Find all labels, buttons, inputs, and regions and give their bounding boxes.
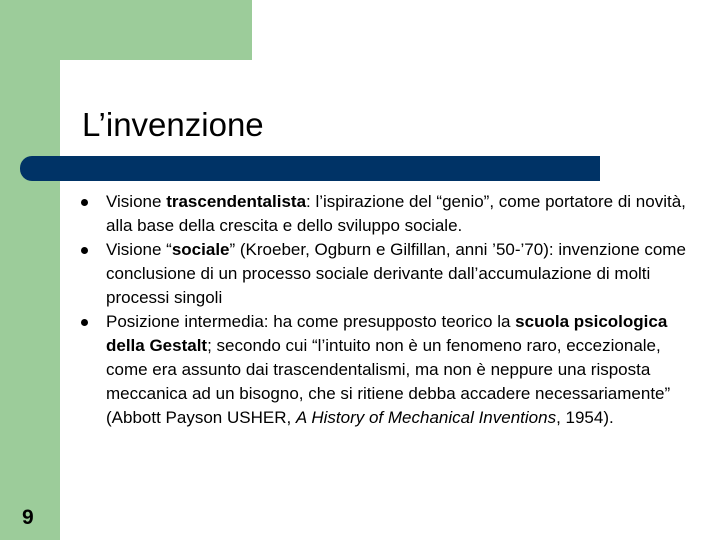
bullet-text: : l’ispirazione del “genio”, come portatore di novità, alla base della crescita e dello sviluppo sociale. [106,192,686,235]
bullet-text: Posizione intermedia: ha come presupposto teorico la [106,312,516,331]
slide-title: L’invenzione [82,106,264,143]
bullet-item-intermediate [77,310,689,430]
bullet-text: Visione [106,192,167,211]
bullet-dot-icon [81,319,88,326]
page-number: 9 [22,506,34,529]
bullet-dot-icon [81,247,88,254]
bullet-text: , 1954). [556,408,614,427]
bullet-list [77,190,689,430]
bullet-item-transcendentalist [77,190,689,238]
bullet-bold-term: trascendentalista [166,192,307,211]
bullet-text: ” (Kroeber, Ogburn e Gilfillan, anni ’50-’70): invenzione come conclusione di un processo sociale derivante dall’accumulazione di molti processi singoli [106,240,686,307]
bullet-item-social [77,238,689,310]
title-underline-bar [20,156,600,181]
bullet-text: ; secondo cui “l’intuito non è un fenomeno raro, eccezionale, come era assunto dai trascendentalismi, ma non è neppure una risposta meccanica ad un bisogno, che si ritiene debba accadere necessariamente” (Abbott Payson USHER, [106,336,671,427]
bullet-text: Visione “ [106,240,172,259]
bullet-bold-term: sociale [171,240,230,259]
bullet-italic-title: A History of Mechanical Inventions [295,408,557,427]
decor-green-top [0,0,252,60]
decor-green-left [0,0,60,540]
bullet-bold-term: scuola psicologica della Gestalt [106,312,668,355]
bullet-dot-icon [81,199,88,206]
